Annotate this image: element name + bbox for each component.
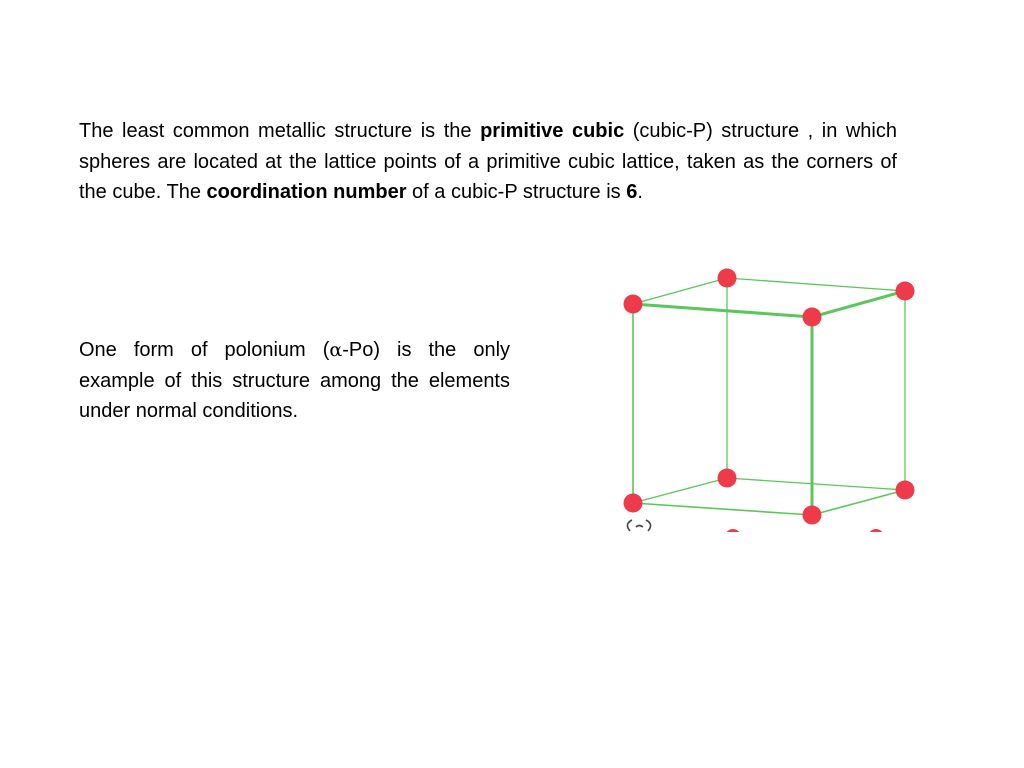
lattice-atoms (624, 269, 915, 546)
term-coordination-number: coordination number (206, 181, 407, 203)
polonium-text-1: One form of polonium ( (79, 339, 330, 361)
lattice-edge (633, 503, 812, 515)
coordination-value: 6 (626, 181, 638, 203)
term-primitive-cubic: primitive cubic (480, 120, 625, 142)
lattice-atom (868, 529, 884, 545)
alpha-symbol: α (329, 339, 343, 361)
lattice-edge (633, 478, 727, 503)
lattice-atom (896, 282, 915, 301)
lattice-edge (633, 278, 727, 304)
intro-text-1: The least common metallic structure is the (79, 120, 481, 142)
lattice-atom (624, 494, 643, 513)
lattice-edge (812, 490, 905, 515)
polonium-text-2: -Po) is the only example of this structure among the elements under normal conditions. (79, 339, 511, 422)
lattice-atom (803, 308, 822, 327)
lattice-atom (624, 295, 643, 314)
lattice-atom (718, 469, 737, 488)
lattice-edge (812, 291, 905, 317)
lattice-atom (896, 481, 915, 500)
cropped-caption-mark (627, 520, 650, 531)
intro-text-4: . (637, 181, 643, 203)
intro-text-3: of a cubic-P structure is (406, 181, 627, 203)
polonium-paragraph (79, 335, 510, 427)
intro-text-2: (cubic-P) structure , in which spheres are located at the lattice points of a primitive cubic lattice, taken as the corners of the cube. The (79, 120, 897, 203)
lattice-edge (727, 478, 905, 490)
lattice-edges (633, 278, 905, 515)
lattice-atom (803, 506, 822, 525)
lattice-edge (633, 304, 812, 317)
lattice-atom (725, 529, 741, 545)
intro-paragraph (79, 116, 897, 208)
lattice-atom (718, 269, 737, 288)
lattice-edge (727, 278, 905, 291)
